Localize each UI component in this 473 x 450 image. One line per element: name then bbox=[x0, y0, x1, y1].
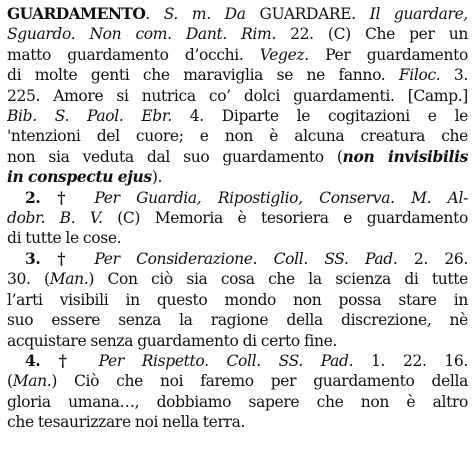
entry-text: l’arti visibili in questo mondo non possa stare in bbox=[7, 290, 468, 309]
entry-text: Vegez. bbox=[259, 45, 309, 64]
entry-text: Il guardare, bbox=[369, 5, 468, 23]
entry-text: (C) Memoria è tesoriera e guardamento bbox=[102, 209, 468, 228]
entry-text: 3. † bbox=[25, 248, 95, 268]
entry-line bbox=[7, 106, 468, 126]
entry-text: Per Considerazione. Coll. SS. Pad. bbox=[94, 249, 398, 268]
entry-text: Man. bbox=[12, 372, 52, 391]
entry-text: Filoc. bbox=[398, 66, 441, 85]
entry-line bbox=[7, 188, 468, 208]
entry-line bbox=[7, 412, 468, 432]
entry-text: 225. Amore si nutrica co’ dolci guardamenti. [Camp.] bbox=[7, 86, 468, 105]
entry-text: non invisibilis bbox=[342, 146, 468, 166]
entry-text: 'ntenzioni del cuore; e non è alcuna creatura che bbox=[7, 127, 468, 146]
entry-line bbox=[7, 228, 468, 248]
entry-text: Bib. S. Paol. Ebr. bbox=[7, 107, 172, 126]
entry-text: di tutte le cose. bbox=[7, 229, 122, 248]
entry-line bbox=[7, 269, 468, 289]
entry-text: matto guardamento d’occhi. bbox=[7, 45, 260, 64]
entry-text: Sguardo. Non com. Dant. Rim. bbox=[7, 25, 276, 44]
entry-text: di molte genti che maraviglia se ne fanno. bbox=[7, 66, 399, 85]
entry-text: Per Guardia, Ripostiglio, Conserva. M. Al- bbox=[94, 188, 468, 207]
entry-text: 2. 26. bbox=[397, 249, 468, 268]
entry-text: ( bbox=[7, 372, 13, 391]
entry-text: ) Con ciò sia cosa che la scienza di tutte bbox=[88, 270, 468, 289]
entry-text: ) Ciò che noi faremo per guardamento della bbox=[51, 372, 468, 391]
entry-text: S. m. Da bbox=[163, 5, 260, 23]
entry-line bbox=[7, 45, 468, 65]
entry-text: . bbox=[351, 5, 370, 23]
entry-line bbox=[7, 147, 468, 167]
entry-text: 2. † bbox=[25, 187, 95, 207]
entry-text: 22. (C) Che per un bbox=[275, 25, 468, 44]
entry-body bbox=[7, 4, 468, 433]
entry-text: 4. Diparte le cogitazioni e le bbox=[171, 107, 468, 126]
entry-line bbox=[7, 290, 468, 310]
entry-text: 4. † bbox=[25, 350, 99, 370]
entry-text: non sia veduta dal suo guardamento ( bbox=[7, 147, 343, 166]
entry-text: acquistare senza guardamento di certo fine. bbox=[7, 331, 338, 350]
entry-line bbox=[7, 249, 468, 269]
entry-line bbox=[7, 167, 468, 187]
entry-line bbox=[7, 86, 468, 106]
entry-line bbox=[7, 65, 468, 85]
entry-line bbox=[7, 208, 468, 228]
entry-text: Man. bbox=[49, 270, 89, 289]
entry-text: 3. bbox=[440, 66, 468, 85]
entry-line bbox=[7, 392, 468, 412]
entry-text: in conspectu ejus bbox=[7, 167, 152, 187]
entry-line bbox=[7, 371, 468, 391]
entry-line bbox=[7, 310, 468, 330]
entry-text: Per guardamento bbox=[308, 45, 468, 64]
entry-text: UARDARE bbox=[271, 5, 352, 23]
entry-line bbox=[7, 331, 468, 351]
entry-text: ). bbox=[151, 168, 163, 187]
entry-text: gloria umana…, dobbiamo sapere che non è altro bbox=[7, 392, 468, 411]
entry-line bbox=[7, 126, 468, 146]
entry-line bbox=[7, 4, 468, 24]
entry-text: G bbox=[259, 5, 272, 23]
entry-text: 1. 22. 16. bbox=[353, 351, 468, 370]
entry-line bbox=[7, 351, 468, 371]
entry-text: 30. ( bbox=[7, 270, 50, 289]
entry-line bbox=[7, 24, 468, 44]
entry-text: Per Rispetto. Coll. SS. Pad. bbox=[98, 351, 354, 370]
entry-text: suo essere senza la ragione della discrezione, nè bbox=[7, 311, 468, 330]
entry-text: . bbox=[145, 5, 164, 23]
entry-text: dobr. B. V. bbox=[7, 209, 103, 228]
entry-text: che tesaurizzare noi nella terra. bbox=[7, 413, 246, 432]
headword: GUARDAMENTO bbox=[7, 4, 146, 23]
